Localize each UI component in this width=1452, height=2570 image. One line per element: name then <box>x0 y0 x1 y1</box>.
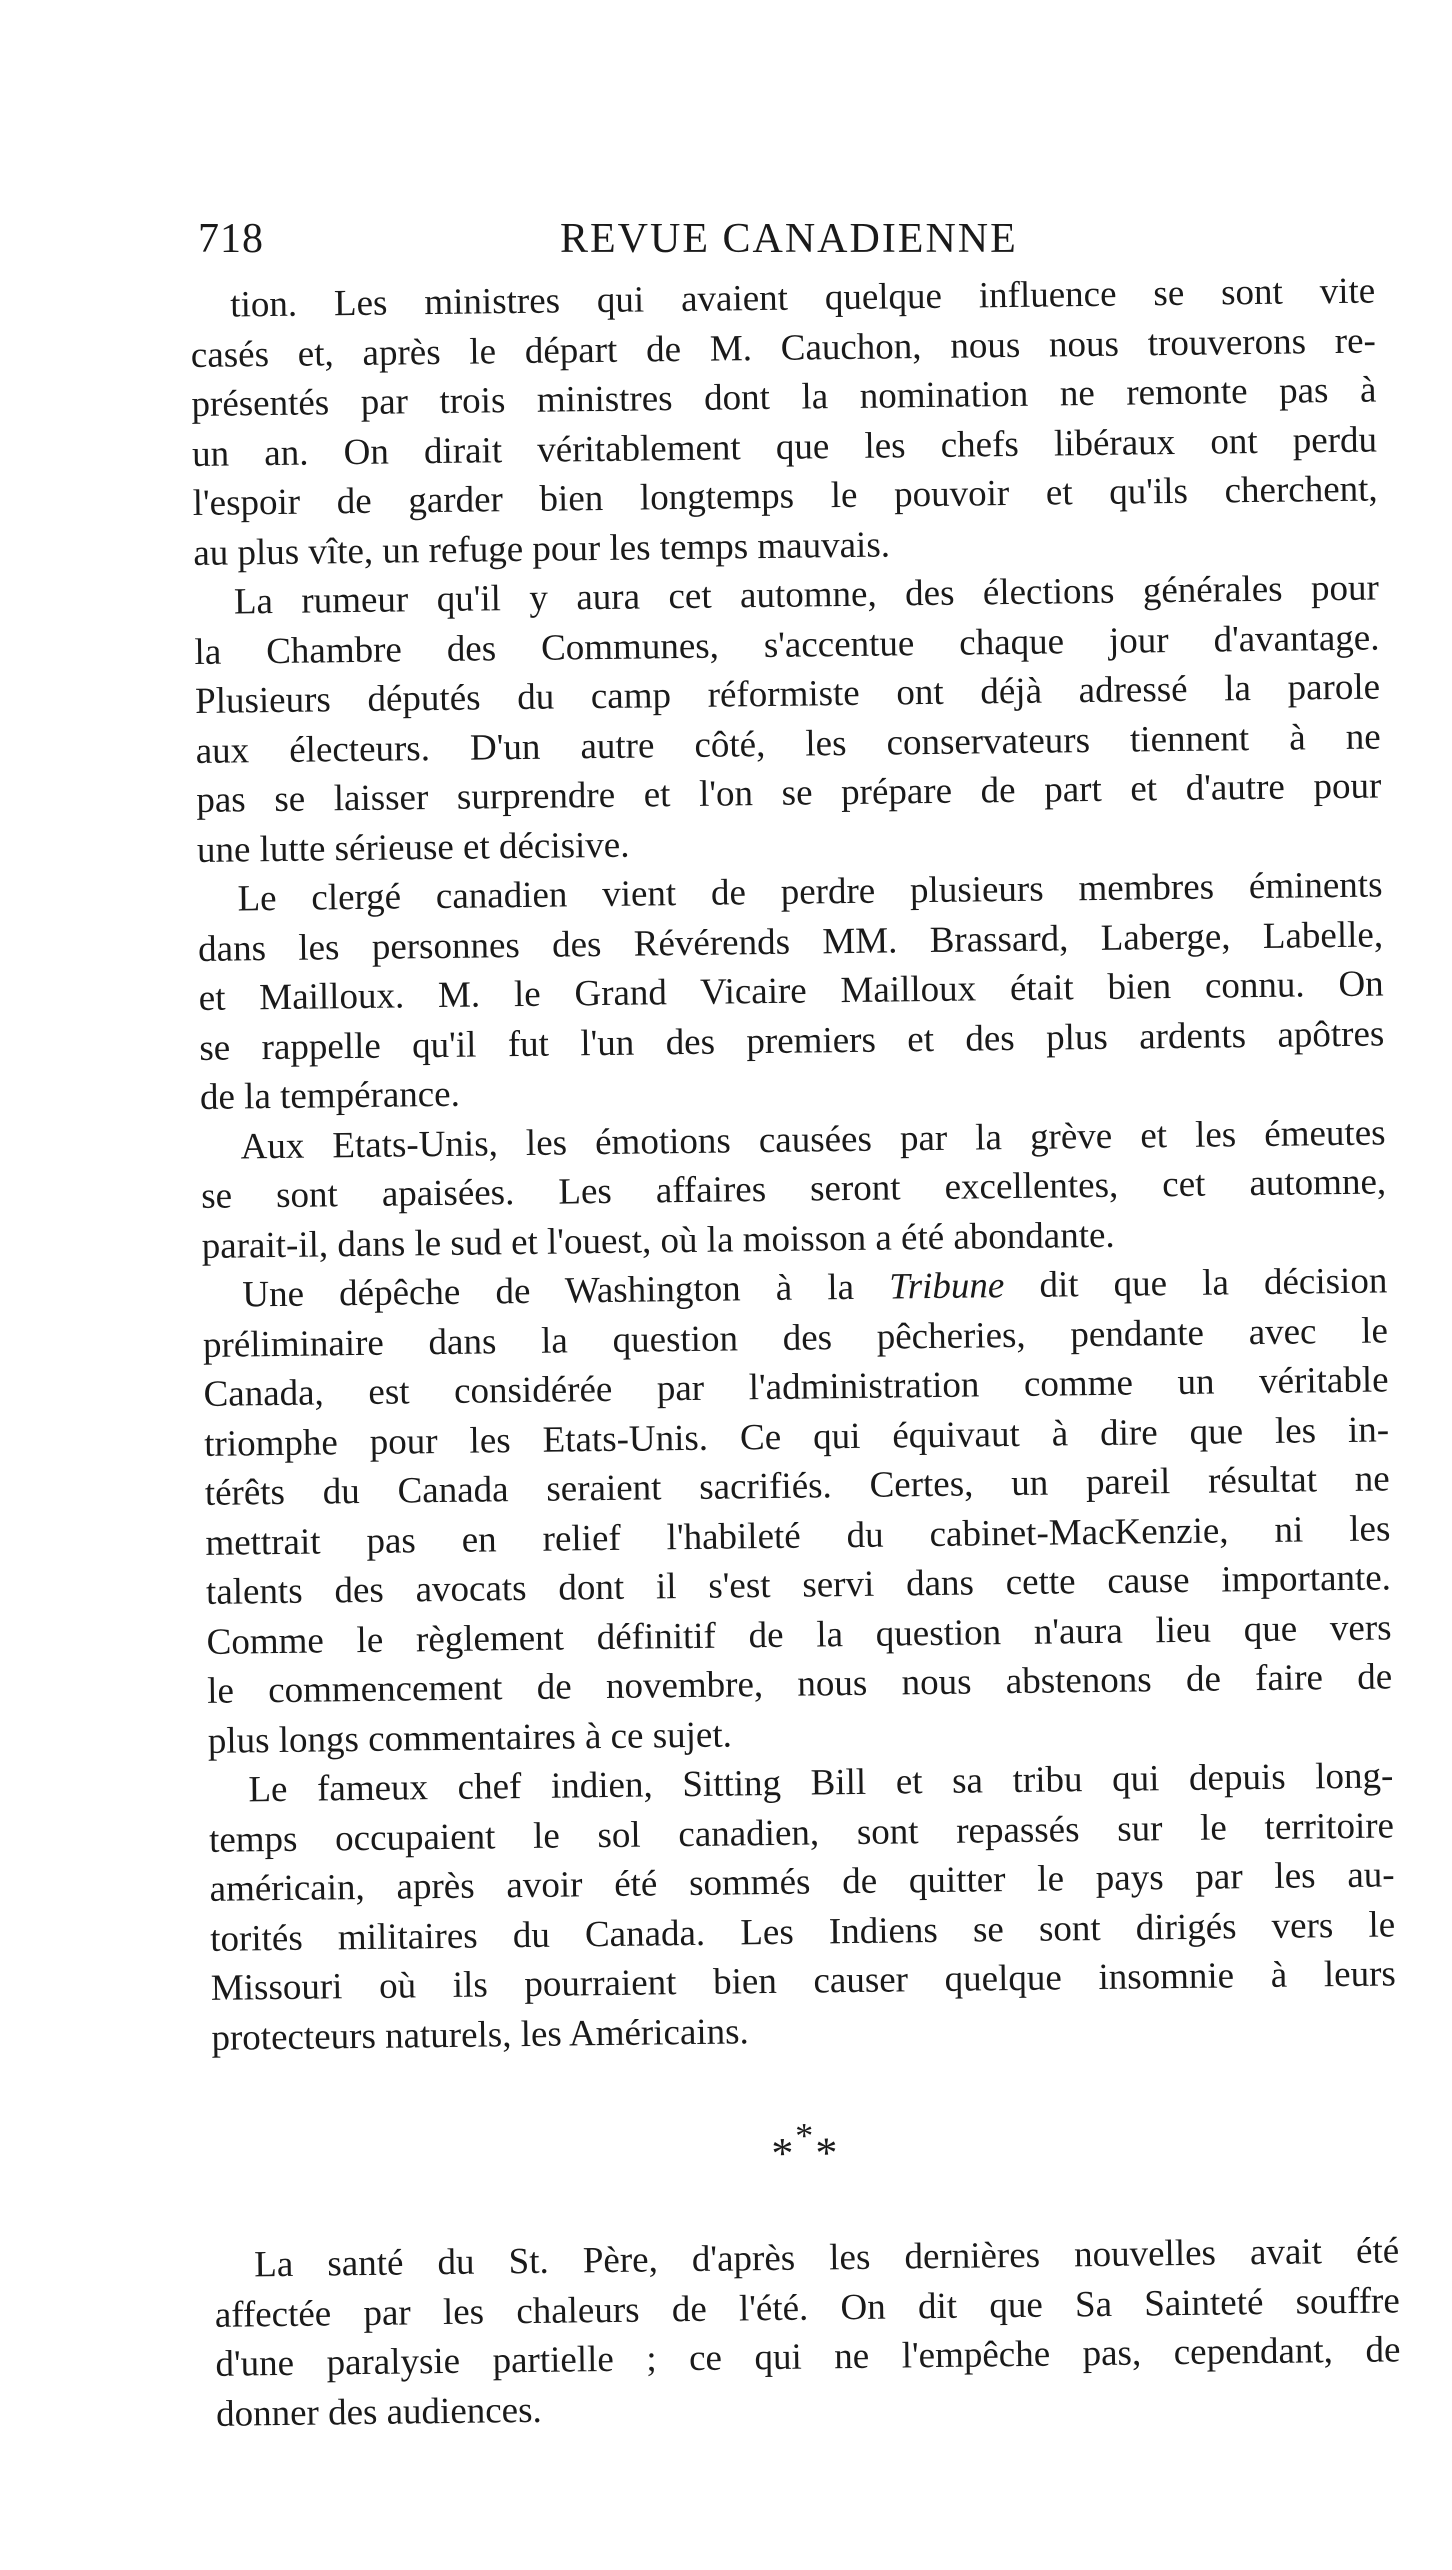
paragraph <box>200 1108 1387 1271</box>
text-line: dans les personnes des Révérends MM. Brassard, Laberge, Labelle, <box>197 913 1384 970</box>
text-line: la Chambre des Communes, s'accentue chaque jour d'avantage. <box>194 616 1380 673</box>
text-line: térêts du Canada seraient sacrifiés. Certes, un pareil résultat ne <box>204 1458 1390 1514</box>
paragraph <box>214 2227 1401 2439</box>
text-line: préliminaire dans la question des pêcheries, pendante avec le <box>202 1309 1389 1366</box>
text-line: torités militaires du Canada. Les Indiens se sont dirigés vers le <box>210 1903 1396 1960</box>
text-line: parait-il, dans le sud et l'ouest, où la moisson a été abondante. <box>201 1214 1115 1267</box>
text-line: talents des avocats dont il s'est servi dans cette cause importante. <box>205 1557 1392 1613</box>
text-line: donner des audiences. <box>215 2389 542 2435</box>
asterism-glyph: *** <box>771 2115 840 2178</box>
text-line: La santé du St. Père, d'après les dernières nouvelles avait été <box>253 2230 1400 2286</box>
text-line: casés et, après le départ de M. Cauchon, nous nous trouverons re- <box>190 320 1377 376</box>
text-line: américain, après avoir été sommés de quitter le pays par les au- <box>209 1854 1395 1910</box>
text-line: se rappelle qu'il fut l'un des premiers et des plus ardents apôtres <box>199 1012 1385 1069</box>
paragraph-list <box>190 267 1397 2063</box>
paragraph <box>197 860 1385 1122</box>
paragraph <box>208 1751 1397 2062</box>
asterism-separator <box>213 2108 1399 2185</box>
text-line: plus longs commentaires à ce sujet. <box>207 1713 733 1762</box>
text-line: Missouri où ils pourraient bien causer quelque insomnie à leurs <box>210 1953 1397 2009</box>
text-line: Canada, est considérée par l'administration comme un véritable <box>203 1359 1389 1415</box>
text-line: Aux Etats-Unis, les émotions causées par la grève et les émeutes <box>240 1111 1386 1167</box>
text-line: mettrait pas en relief l'habileté du cabinet-MacKenzie, ni les <box>205 1507 1391 1564</box>
text-line: protecteurs naturels, les Américains. <box>211 2010 750 2059</box>
text-line: affectée par les chaleurs de l'été. On dit que Sa Sainteté souffre <box>214 2280 1401 2336</box>
text-line: pas se laisser surprendre et l'on se prépare de part et d'autre pour <box>196 765 1382 821</box>
text-line: se sont apaisées. Les affaires seront excellentes, cet automne, <box>200 1161 1387 1217</box>
text-line: temps occupaient le sol canadien, sont repassés sur le territoire <box>208 1804 1395 1861</box>
text-line: Plusieurs députés du camp réformiste ont déjà adressé la parole <box>194 666 1381 722</box>
text-line: au plus vîte, un refuge pour les temps mauvais. <box>193 523 891 574</box>
text-line: une lutte sérieuse et décisive. <box>196 824 630 871</box>
text-line: La rumeur qu'il y aura cet automne, des élections générales pour <box>233 567 1380 623</box>
text-line: Le fameux chef indien, Sitting Bill et sa tribu qui depuis long- <box>248 1755 1394 1811</box>
text-line: un an. On dirait véritablement que les chefs libéraux ont perdu <box>191 419 1378 475</box>
text-line: Une dépêche de Washington à la Tribune dit que la décision <box>242 1260 1388 1316</box>
running-title: REVUE CANADIENNE <box>560 216 1018 262</box>
body-text <box>190 267 1401 2439</box>
paragraph <box>190 267 1379 578</box>
text-line: présentés par trois ministres dont la nomination ne remonte pas à <box>191 369 1377 425</box>
text-line: aux électeurs. D'un autre côté, les conservateurs tiennent à ne <box>195 715 1381 772</box>
running-head <box>190 205 1372 265</box>
paragraph <box>194 564 1383 875</box>
closing-paragraph <box>214 2227 1401 2439</box>
page-number: 718 <box>198 216 264 262</box>
text-line: Comme le règlement définitif de la question n'aura lieu que vers <box>206 1606 1392 1663</box>
text-line: tion. Les ministres qui avaient quelque influence se sont vite <box>230 270 1376 326</box>
text-line: et Mailloux. M. le Grand Vicaire Mailloux était bien connu. On <box>198 963 1384 1019</box>
text-line: d'une paralysie partielle ; ce qui ne l'empêche pas, cependant, de <box>215 2329 1401 2385</box>
text-line: le commencement de novembre, nous nous abstenons de faire de <box>206 1656 1393 1712</box>
text-line: Le clergé canadien vient de perdre plusieurs membres éminents <box>237 864 1383 920</box>
text-line: triomphe pour les Etats-Unis. Ce qui équivaut à dire que les in- <box>203 1408 1390 1465</box>
text-line: de la tempérance. <box>199 1073 461 1118</box>
paragraph <box>202 1256 1393 1765</box>
text-line: l'espoir de garder bien longtemps le pouvoir et qu'ils cherchent, <box>192 468 1378 524</box>
